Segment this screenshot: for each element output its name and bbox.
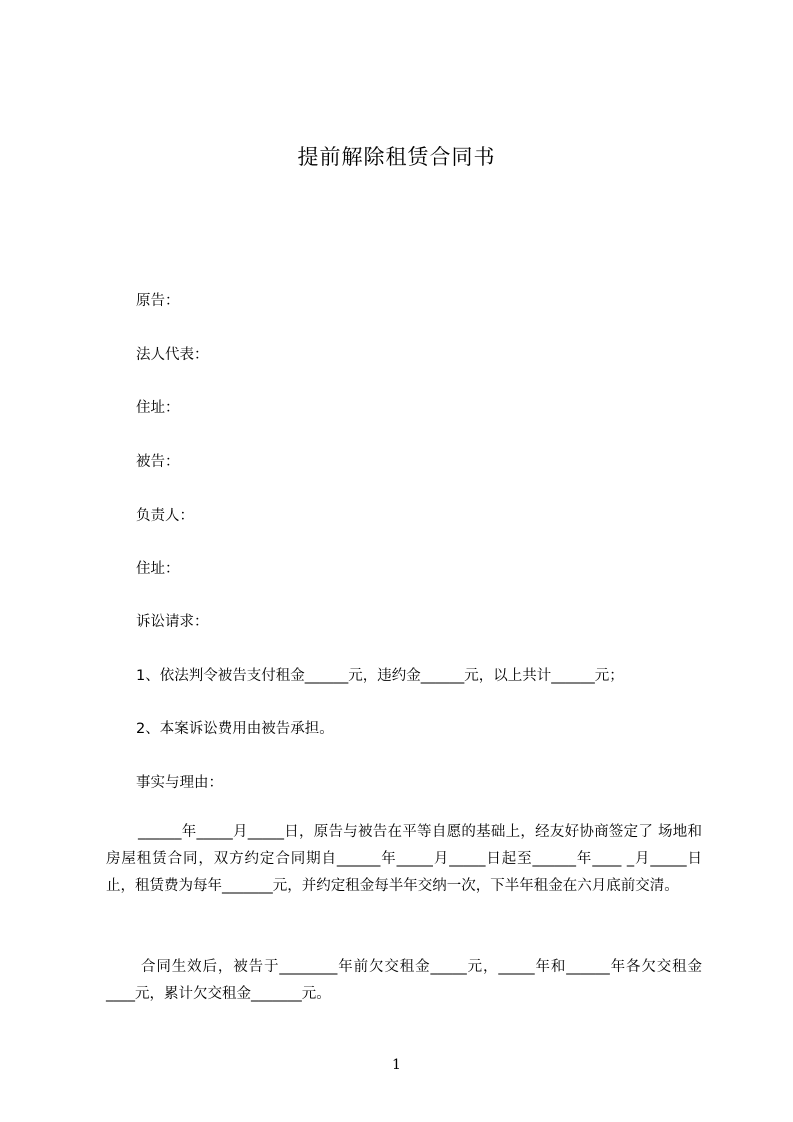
- facts-paragraph-2: 合同生效后，被告于________年前欠交租金_____元，_____年和______年各欠交租金____元，累计欠交租金_______元。: [106, 959, 702, 1002]
- claim-item-1: 1、依法判令被告支付租金______元，违约金______元，以上共计______元；: [136, 668, 624, 684]
- field-defendant: 被告：: [136, 454, 180, 470]
- field-person-in-charge: 负责人：: [136, 508, 194, 524]
- field-plaintiff: 原告：: [136, 293, 180, 309]
- facts-paragraph-1: ______年_____月_____日，原告与被告在平等自愿的基础上，经友好协商签定了 场地和房屋租赁合同，双方约定合同期自______年_____月_____日起至______年____ _月_____日止，租赁费为每年_______元，并约定租金每半年交纳一次，下半年租金在六月底前交清。: [106, 824, 702, 894]
- document-title: 提前解除租赁合同书: [297, 145, 496, 169]
- field-address-2: 住址：: [136, 561, 180, 577]
- field-address-1: 住址：: [136, 400, 180, 416]
- page-number: 1: [392, 1057, 401, 1073]
- claims-heading: 诉讼请求：: [136, 614, 209, 630]
- field-legal-rep: 法人代表：: [136, 347, 209, 363]
- claim-item-2: 2、本案诉讼费用由被告承担。: [136, 721, 334, 737]
- facts-heading: 事实与理由：: [136, 775, 223, 791]
